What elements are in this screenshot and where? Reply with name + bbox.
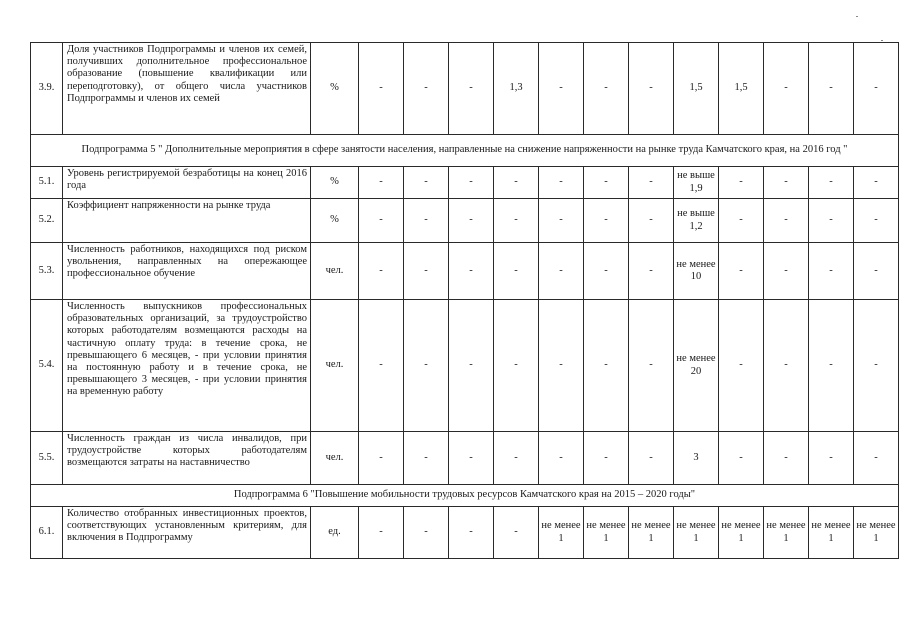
value-cell: - [854,43,899,135]
value-cell: не менее 1 [629,507,674,559]
unit-cell: % [311,43,359,135]
value-cell: - [764,243,809,300]
value-cell: - [359,199,404,243]
table-row [31,432,899,485]
row-number: 5.2. [31,199,63,243]
value-cell: - [404,243,449,300]
row-number: 5.4. [31,300,63,432]
value-cell: - [359,167,404,199]
section-row [31,135,899,167]
value-cell: - [719,167,764,199]
value-cell: - [449,167,494,199]
value-cell: - [584,167,629,199]
value-cell: - [719,432,764,485]
value-cell: - [809,243,854,300]
indicator-name: Количество отобранных инвестиционных проектов, соответствующих установленным критериям, для включения в Подпрограмму [63,507,311,559]
value-cell: - [494,167,539,199]
unit-cell: ед. [311,507,359,559]
unit-cell: % [311,167,359,199]
value-cell: - [584,199,629,243]
value-cell: 3 [674,432,719,485]
value-cell: - [764,432,809,485]
row-number: 3.9. [31,43,63,135]
value-cell: - [539,432,584,485]
value-cell: 1,3 [494,43,539,135]
value-cell: - [404,167,449,199]
section-header: Подпрограмма 5 " Дополнительные мероприятия в сфере занятости населения, направленные на снижение напряженности на рынке труда Камчатского края, на 2016 год " [31,135,899,167]
value-cell: - [449,243,494,300]
unit-cell: чел. [311,243,359,300]
value-cell: - [809,167,854,199]
value-cell: - [854,432,899,485]
value-cell: - [809,199,854,243]
indicator-name: Доля участников Подпрограммы и членов их семей, получивших дополнительное профессиональное образование (повышение квалификации или переподготовку), от общего числа участников Подпрограммы и членов их семей [63,43,311,135]
value-cell: 1,5 [674,43,719,135]
table-row [31,167,899,199]
value-cell: - [809,432,854,485]
value-cell: - [629,167,674,199]
value-cell: - [629,43,674,135]
value-cell: - [629,300,674,432]
value-cell: не менее 20 [674,300,719,432]
section-row [31,485,899,507]
value-cell: - [494,432,539,485]
table-row [31,43,899,135]
value-cell: - [359,300,404,432]
value-cell: - [539,243,584,300]
indicator-name: Коэффициент напряженности на рынке труда [63,199,311,243]
value-cell: - [404,300,449,432]
value-cell: - [449,43,494,135]
row-number: 5.5. [31,432,63,485]
value-cell: - [449,432,494,485]
value-cell: - [629,432,674,485]
value-cell: не менее 1 [584,507,629,559]
value-cell: - [359,243,404,300]
value-cell: - [719,199,764,243]
value-cell: - [539,167,584,199]
table-row [31,243,899,300]
value-cell: не менее 1 [809,507,854,559]
row-number: 6.1. [31,507,63,559]
indicator-name: Численность выпускников профессиональных образовательных организаций, за трудоустройство которых работодателям возмещаются расходы на частичную оплату труда: в течение срока, не превышающего 6 месяцев, - при условии принятия на постоянную работу и в течение срока, не превышающего 3 месяцев, - при условии принятия на временную работу [63,300,311,432]
value-cell: - [539,43,584,135]
unit-cell: чел. [311,300,359,432]
row-number: 5.3. [31,243,63,300]
value-cell: не менее 10 [674,243,719,300]
value-cell: - [764,199,809,243]
value-cell: не менее 1 [539,507,584,559]
value-cell: - [539,300,584,432]
value-cell: - [359,507,404,559]
value-cell: - [764,300,809,432]
value-cell: - [404,432,449,485]
indicator-name: Уровень регистрируемой безработицы на конец 2016 года [63,167,311,199]
value-cell: - [584,300,629,432]
indicator-name: Численность граждан из числа инвалидов, при трудоустройстве которых работодателям возмещаются затраты на наставничество [63,432,311,485]
value-cell: - [854,300,899,432]
value-cell: не менее 1 [854,507,899,559]
table-row [31,199,899,243]
value-cell: не менее 1 [674,507,719,559]
value-cell: - [359,43,404,135]
value-cell: - [494,300,539,432]
value-cell: - [809,43,854,135]
value-cell: - [854,243,899,300]
value-cell: - [584,432,629,485]
unit-cell: % [311,199,359,243]
value-cell: - [449,199,494,243]
unit-cell: чел. [311,432,359,485]
value-cell: - [359,432,404,485]
value-cell: - [719,300,764,432]
value-cell: - [584,243,629,300]
value-cell: не выше 1,2 [674,199,719,243]
value-cell: - [629,243,674,300]
row-number: 5.1. [31,167,63,199]
section-header: Подпрограмма 6 "Повышение мобильности трудовых ресурсов Камчатского края на 2015 – 2020 годы" [31,485,899,507]
table-row [31,507,899,559]
value-cell: - [539,199,584,243]
indicator-name: Численность работников, находящихся под риском увольнения, направленных на опережающее профессиональное обучение [63,243,311,300]
value-cell: - [449,300,494,432]
value-cell: - [764,43,809,135]
value-cell: - [764,167,809,199]
value-cell: - [494,199,539,243]
indicators-table [30,42,899,559]
value-cell: - [449,507,494,559]
value-cell: - [854,199,899,243]
value-cell: 1,5 [719,43,764,135]
value-cell: - [719,243,764,300]
value-cell: не менее 1 [719,507,764,559]
table-row [31,300,899,432]
value-cell: - [494,243,539,300]
value-cell: - [404,43,449,135]
value-cell: - [494,507,539,559]
value-cell: не менее 1 [764,507,809,559]
value-cell: - [809,300,854,432]
value-cell: - [404,507,449,559]
value-cell: - [584,43,629,135]
value-cell: не выше 1,9 [674,167,719,199]
value-cell: - [629,199,674,243]
value-cell: - [404,199,449,243]
value-cell: - [854,167,899,199]
